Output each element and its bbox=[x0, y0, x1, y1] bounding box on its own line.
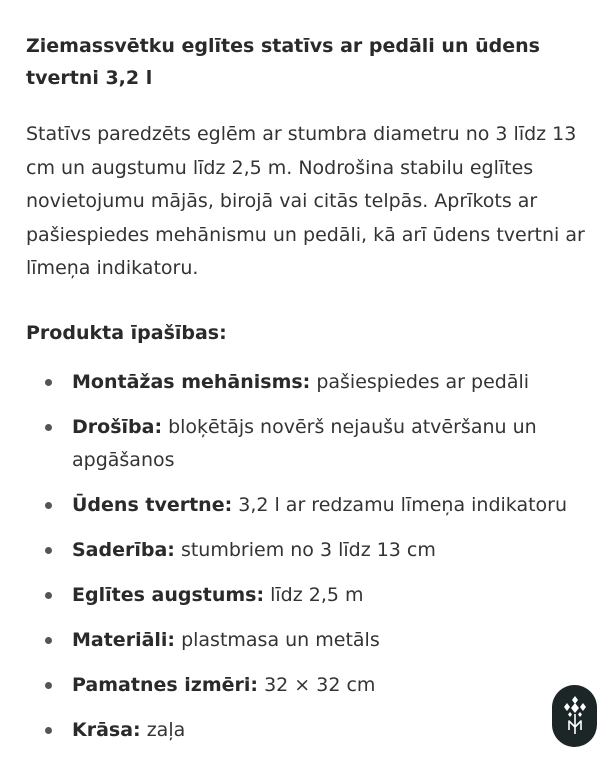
property-value: pašiespiedes ar pedāli bbox=[316, 370, 530, 393]
property-label: Ūdens tvertne: bbox=[72, 494, 233, 516]
list-item bbox=[26, 669, 596, 703]
brand-logo-button[interactable] bbox=[552, 685, 597, 747]
property-label: Eglītes augstums: bbox=[72, 584, 265, 606]
property-value: līdz 2,5 m bbox=[270, 584, 364, 606]
property-label: Saderība: bbox=[72, 539, 175, 561]
property-value: plastmasa un metāls bbox=[181, 629, 380, 651]
property-label: Materiāli: bbox=[72, 629, 176, 651]
property-label: Pamatnes izmēri: bbox=[72, 674, 259, 696]
property-label: Krāsa: bbox=[72, 719, 141, 741]
product-content bbox=[26, 30, 596, 759]
list-item bbox=[26, 534, 596, 568]
property-value: zaļa bbox=[146, 719, 186, 741]
property-value: bloķētājs novērš nejaušu atvēršanu un apgāšanos bbox=[72, 415, 537, 471]
property-value: 32 × 32 cm bbox=[264, 674, 376, 696]
property-value: stumbriem no 3 līdz 13 cm bbox=[180, 539, 436, 561]
list-item bbox=[26, 489, 596, 523]
property-value: 3,2 l ar redzamu līmeņa indikatoru bbox=[238, 494, 568, 516]
product-title: Ziemassvētku eglītes statīvs ar pedāli un ūdens tvertni 3,2 l bbox=[26, 35, 540, 89]
list-item bbox=[26, 624, 596, 658]
property-label: Montāžas mehānisms: bbox=[72, 370, 311, 393]
property-label: Drošība: bbox=[72, 415, 163, 438]
list-item bbox=[26, 366, 596, 400]
list-item bbox=[26, 714, 596, 748]
list-item bbox=[26, 411, 596, 478]
ornament-logo-icon bbox=[562, 694, 588, 738]
properties-heading: Produkta īpašības: bbox=[26, 321, 227, 344]
product-description: Statīvs paredzēts eglēm ar stumbra diametru no 3 līdz 13 cm un augstumu līdz 2,5 m. Nodrošina stabilu eglītes novietojumu mājās, birojā vai citās telpās. Aprīkots ar pašiespiedes mehānismu un pedāli, kā arī ūdens tvertni ar līmeņa indikatoru. bbox=[26, 123, 585, 279]
properties-list bbox=[26, 366, 596, 748]
list-item bbox=[26, 579, 596, 613]
